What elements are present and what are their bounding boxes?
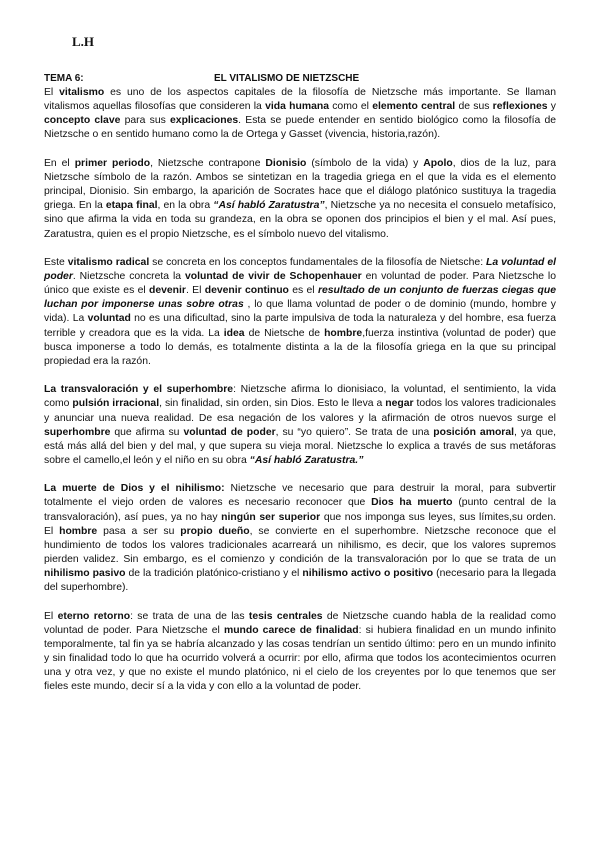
emphasis-text: explicaciones: [170, 115, 239, 127]
body-text: , se convierte en el superhombre. Nietzsche reconoce que el hundimiento de todos los valores tradicionales acarreará un nihilismo, es decir, que los valores supremos pierden validez. Sin embargo, es el comienzo y condición de la transvaloración por lo que se trata de un: [44, 525, 556, 566]
emphasis-text: voluntad: [87, 313, 131, 325]
body-text: . El: [185, 285, 205, 297]
paragraph-muerte-de-dios: [44, 482, 556, 595]
emphasis-text: resultado de un conjunto de fuerzas ciegas que luchan por imponerse unas sobre otras: [44, 285, 556, 311]
emphasis-text: pulsión irracional: [72, 398, 160, 410]
emphasis-text: devenir: [149, 285, 186, 297]
emphasis-text: nihilismo activo o positivo: [302, 568, 434, 580]
emphasis-text: idea: [223, 327, 245, 339]
emphasis-text: vida humana: [265, 101, 329, 113]
emphasis-text: La muerte de Dios y el nihilismo:: [44, 483, 225, 495]
paragraph-vitalismo-radical: [44, 256, 556, 369]
emphasis-text: mundo carece de finalidad: [223, 624, 359, 636]
body-text: para sus: [120, 115, 171, 127]
body-text: de Nietsche de: [244, 327, 325, 339]
body-text: , dios de la luz, para Nietzsche símbolo de la razón. Ambos se sintetizan en la tragedia griega en el que la vida es el elemento principal, Dionisio. Sin embargo, la aparición de Socrates hace que el diálogo platónico sustituya la tragedia griega. En la: [44, 157, 556, 212]
body-text: en voluntad de poder. Para Nietzsche lo único que existe es el: [44, 271, 557, 297]
emphasis-text: posición amoral: [433, 426, 515, 438]
body-text: , ya que, está más allá del bien y del mal, y que supera su vieja moral. Nietzsche lo explica a través de sus metáforas sobre el camello,el león y el niño en su obra: [44, 426, 557, 467]
body-text: Nietzsche ve necesario que para destruir la moral, para subvertir totalmente el viejo orden de valores es necesario reconocer que: [44, 483, 556, 509]
topic-label: TEMA 6:: [44, 73, 84, 84]
body-text: . Nietzsche concreta la: [72, 271, 185, 282]
body-text: : Nietzsche afirma lo dionisiaco, la voluntad, el sentimiento, la vida como: [44, 384, 556, 410]
emphasis-text: etapa final: [105, 200, 158, 212]
emphasis-text: Dios ha muerto: [371, 497, 453, 509]
body-text: y: [547, 101, 556, 113]
emphasis-text: La voluntad el poder: [44, 256, 556, 282]
body-text: Este: [44, 256, 68, 268]
emphasis-text: propio dueño: [180, 525, 250, 537]
body-text: (símbolo de la vida) y: [306, 157, 424, 169]
body-text: , lo que llama voluntad de poder o de dominio (mundo, hombre y vida). La: [44, 299, 556, 325]
emphasis-text: “Así habló Zaratustra.”: [249, 455, 364, 467]
emphasis-text: voluntad de vivir de Schopenhauer: [184, 271, 362, 282]
emphasis-text: hombre: [59, 525, 98, 537]
paragraph-list: [44, 86, 556, 695]
emphasis-text: vitalismo: [59, 87, 105, 98]
body-text: (punto central de la transvaloración), así pues, ya no hay: [44, 497, 557, 523]
paragraph-eterno-retorno: [44, 610, 556, 695]
author-initials: L.H: [72, 34, 95, 49]
emphasis-text: primer periodo: [74, 157, 151, 169]
body-text: de la tradición platónico-cristiano y el: [125, 568, 303, 580]
body-text: ,fuerza instintiva (voluntad de poder) que busca imponerse a todo lo demás, es totalmente distinta a la de la filosofía griega en la que su principal propiedad era la razón.: [44, 327, 556, 367]
body-text: El: [44, 610, 58, 622]
body-text: . Esta se puede entender en sentido biológico como la filosofía de Nietzsche o en sentido humano como la de Ortega y Gasset (vivencia, historia,razón).: [44, 115, 556, 141]
emphasis-text: devenir continuo: [204, 285, 289, 297]
paragraph-primer-periodo: [44, 157, 556, 242]
emphasis-text: tesis centrales: [248, 610, 323, 622]
body-text: es uno de los aspectos capitales de la filosofía de Nietzsche más importante. Se llaman vitalismos aquellas filosofías que consideren la: [44, 87, 556, 113]
body-text: de sus: [455, 101, 493, 113]
paragraph-transvaloracion: [44, 383, 556, 468]
topic-heading: [44, 72, 556, 86]
body-text: , Nietzsche contrapone: [150, 157, 266, 169]
body-text: El: [44, 87, 60, 98]
body-text: , en la obra: [157, 200, 214, 212]
body-text: : si hubiera finalidad en un mundo infinito temporalmente, tal fin ya se habría alcanzado y las cosas tendrían un sentido último: pero en un mundo infinito y sin finalidad todo lo que ha ocurrido volverá a ocurrir: por ello, afirma que todos los acontecimientos ocurren una y otra vez, y que no existe el mundo platónico, ni el cielo de los creyentes por lo que tenemos que ser fieles este mundo, decir sí a la vida y con ello a la voluntad de poder.: [44, 624, 556, 693]
emphasis-text: negar: [385, 398, 414, 410]
body-text: (necesario para la llegada del superhombre).: [44, 568, 556, 594]
emphasis-text: nihilismo pasivo: [44, 568, 126, 580]
body-text: de Nietzsche cuando habla de la realidad como voluntad de poder. Para Nietzsche el: [44, 610, 556, 636]
emphasis-text: hombre: [324, 327, 363, 339]
topic-title: EL VITALISMO DE NIETZSCHE: [214, 73, 360, 84]
body-text: que nos imponga sus leyes, sus límites,su orden. El: [44, 511, 556, 537]
emphasis-text: eterno retorno: [57, 610, 131, 622]
body-text: que afirma su: [110, 426, 184, 438]
emphasis-text: Dionisio: [265, 157, 307, 169]
body-text: se concreta en los conceptos fundamentales de la filosofía de Nietsche:: [149, 256, 487, 268]
body-text: , su “yo quiero”. Se trata de una: [275, 426, 434, 438]
body-text: : se trata de una de las: [130, 610, 249, 622]
body-text: como el: [328, 101, 373, 113]
emphasis-text: elemento central: [372, 101, 456, 113]
body-text: es el: [288, 285, 318, 297]
emphasis-text: concepto clave: [44, 115, 121, 127]
paragraph-intro: [44, 86, 556, 143]
emphasis-text: voluntad de poder: [183, 426, 276, 438]
emphasis-text: La transvaloración y el superhombre: [44, 384, 234, 396]
emphasis-text: vitalismo radical: [67, 256, 150, 268]
emphasis-text: Apolo: [423, 157, 453, 169]
emphasis-text: ningún ser superior: [221, 511, 321, 523]
body-text: todos los valores tradicionales y anunciar una nueva realidad. De esa negación de los valores y la afirmación de otros nuevos surge el: [44, 398, 557, 424]
body-text: pasa a ser su: [97, 525, 181, 537]
emphasis-text: superhombre: [44, 426, 111, 438]
body-text: En el: [44, 157, 75, 169]
emphasis-text: reflexiones: [492, 101, 548, 113]
body-text: , Nietzsche ya no necesita el consuelo metafísico, sino que afirma la vida en toda su grandeza, en la obra se oponen dos principios el bien y el mal. Así pues, Zaratustra, quien es el propio Nietzsche, es el símbolo nuevo del vitalismo.: [44, 200, 557, 240]
document-body: [44, 72, 556, 709]
body-text: no es una dificultad, sino la parte impulsiva de toda la naturaleza y del hombre, esa fuerza terrible y creadora que es la vida. La: [44, 313, 556, 339]
emphasis-text: “Así habló Zaratustra”: [213, 200, 325, 212]
body-text: , sin finalidad, sin orden, sin Dios. Esto le lleva a: [159, 398, 386, 410]
